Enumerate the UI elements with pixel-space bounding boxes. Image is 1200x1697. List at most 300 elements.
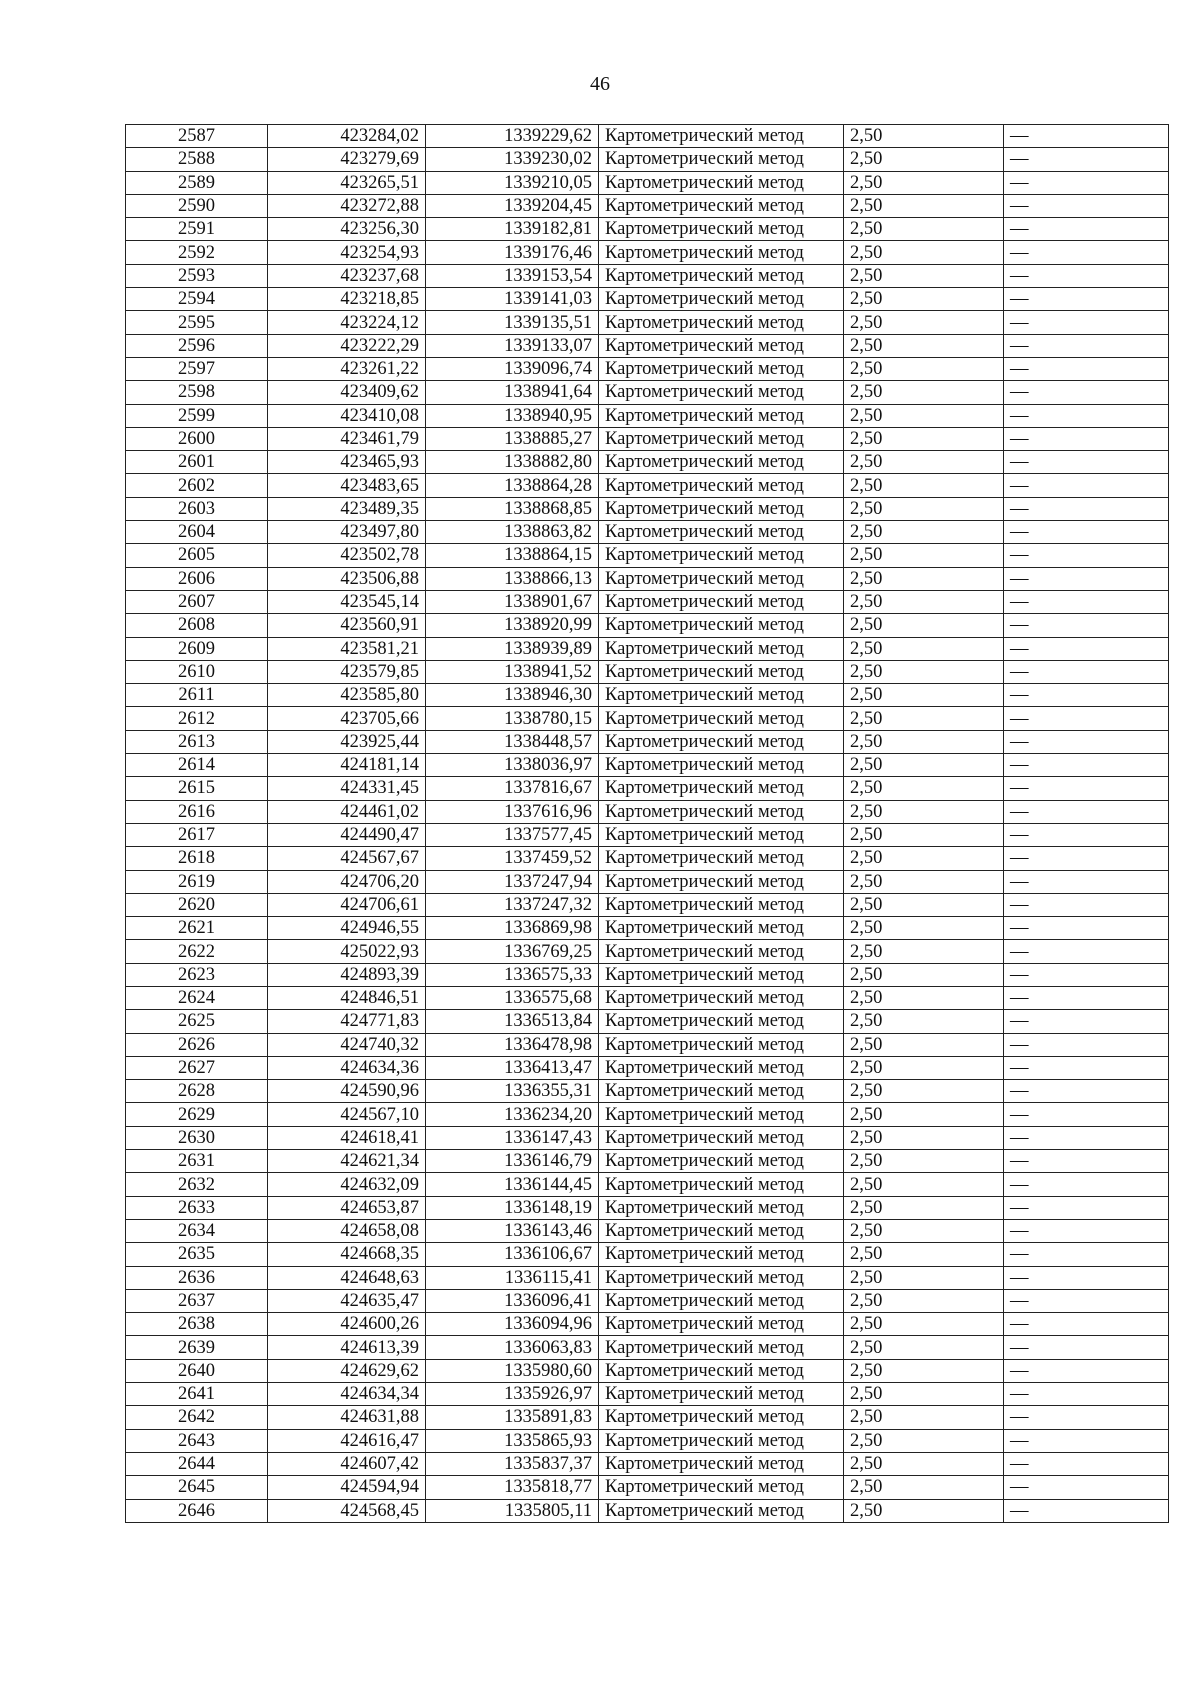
- table-row: [126, 194, 1169, 217]
- y-coordinate-cell: 1339153,54: [426, 264, 599, 287]
- method-cell: Картометрический метод: [599, 241, 844, 264]
- y-coordinate-cell: 1338946,30: [426, 684, 599, 707]
- y-coordinate-cell: 1338863,82: [426, 521, 599, 544]
- note-cell: —: [1004, 357, 1169, 380]
- table-row: [126, 1080, 1169, 1103]
- accuracy-cell: 2,50: [844, 847, 1004, 870]
- y-coordinate-cell: 1338941,64: [426, 381, 599, 404]
- y-coordinate-cell: 1336147,43: [426, 1126, 599, 1149]
- point-number-cell: 2594: [126, 288, 268, 311]
- method-cell: Картометрический метод: [599, 730, 844, 753]
- point-number-cell: 2622: [126, 940, 268, 963]
- y-coordinate-cell: 1339230,02: [426, 148, 599, 171]
- accuracy-cell: 2,50: [844, 1289, 1004, 1312]
- y-coordinate-cell: 1337247,94: [426, 870, 599, 893]
- note-cell: —: [1004, 754, 1169, 777]
- method-cell: Картометрический метод: [599, 311, 844, 334]
- table-row: [126, 311, 1169, 334]
- accuracy-cell: 2,50: [844, 660, 1004, 683]
- table-row: [126, 590, 1169, 613]
- x-coordinate-cell: 424632,09: [268, 1173, 426, 1196]
- table-row: [126, 474, 1169, 497]
- accuracy-cell: 2,50: [844, 218, 1004, 241]
- accuracy-cell: 2,50: [844, 1336, 1004, 1359]
- y-coordinate-cell: 1335980,60: [426, 1359, 599, 1382]
- point-number-cell: 2627: [126, 1056, 268, 1079]
- y-coordinate-cell: 1336575,33: [426, 963, 599, 986]
- note-cell: —: [1004, 334, 1169, 357]
- y-coordinate-cell: 1336234,20: [426, 1103, 599, 1126]
- x-coordinate-cell: 423265,51: [268, 171, 426, 194]
- note-cell: —: [1004, 1476, 1169, 1499]
- coordinates-table: [125, 124, 1169, 1523]
- note-cell: —: [1004, 125, 1169, 148]
- y-coordinate-cell: 1335891,83: [426, 1406, 599, 1429]
- x-coordinate-cell: 423256,30: [268, 218, 426, 241]
- point-number-cell: 2636: [126, 1266, 268, 1289]
- table-row: [126, 847, 1169, 870]
- table-row: [126, 1476, 1169, 1499]
- y-coordinate-cell: 1337816,67: [426, 777, 599, 800]
- accuracy-cell: 2,50: [844, 451, 1004, 474]
- accuracy-cell: 2,50: [844, 940, 1004, 963]
- method-cell: Картометрический метод: [599, 917, 844, 940]
- table-row: [126, 451, 1169, 474]
- y-coordinate-cell: 1336513,84: [426, 1010, 599, 1033]
- method-cell: Картометрический метод: [599, 1313, 844, 1336]
- note-cell: —: [1004, 1243, 1169, 1266]
- x-coordinate-cell: 424846,51: [268, 986, 426, 1009]
- table-row: [126, 707, 1169, 730]
- note-cell: —: [1004, 1429, 1169, 1452]
- x-coordinate-cell: 424893,39: [268, 963, 426, 986]
- x-coordinate-cell: 424607,42: [268, 1452, 426, 1475]
- note-cell: —: [1004, 194, 1169, 217]
- table-row: [126, 1429, 1169, 1452]
- point-number-cell: 2637: [126, 1289, 268, 1312]
- point-number-cell: 2640: [126, 1359, 268, 1382]
- method-cell: Картометрический метод: [599, 264, 844, 287]
- x-coordinate-cell: 424567,67: [268, 847, 426, 870]
- y-coordinate-cell: 1336106,67: [426, 1243, 599, 1266]
- x-coordinate-cell: 424771,83: [268, 1010, 426, 1033]
- point-number-cell: 2600: [126, 427, 268, 450]
- table-row: [126, 521, 1169, 544]
- y-coordinate-cell: 1338868,85: [426, 497, 599, 520]
- accuracy-cell: 2,50: [844, 986, 1004, 1009]
- note-cell: —: [1004, 1150, 1169, 1173]
- table-row: [126, 614, 1169, 637]
- note-cell: —: [1004, 800, 1169, 823]
- point-number-cell: 2609: [126, 637, 268, 660]
- y-coordinate-cell: 1338864,28: [426, 474, 599, 497]
- x-coordinate-cell: 424568,45: [268, 1499, 426, 1522]
- table-row: [126, 567, 1169, 590]
- y-coordinate-cell: 1339133,07: [426, 334, 599, 357]
- table-row: [126, 1383, 1169, 1406]
- table-row: [126, 125, 1169, 148]
- accuracy-cell: 2,50: [844, 777, 1004, 800]
- accuracy-cell: 2,50: [844, 567, 1004, 590]
- note-cell: —: [1004, 451, 1169, 474]
- point-number-cell: 2595: [126, 311, 268, 334]
- accuracy-cell: 2,50: [844, 1080, 1004, 1103]
- y-coordinate-cell: 1338885,27: [426, 427, 599, 450]
- note-cell: —: [1004, 521, 1169, 544]
- accuracy-cell: 2,50: [844, 1383, 1004, 1406]
- x-coordinate-cell: 424621,34: [268, 1150, 426, 1173]
- y-coordinate-cell: 1335818,77: [426, 1476, 599, 1499]
- note-cell: —: [1004, 684, 1169, 707]
- method-cell: Картометрический метод: [599, 1336, 844, 1359]
- accuracy-cell: 2,50: [844, 264, 1004, 287]
- table-row: [126, 730, 1169, 753]
- note-cell: —: [1004, 497, 1169, 520]
- accuracy-cell: 2,50: [844, 125, 1004, 148]
- note-cell: —: [1004, 567, 1169, 590]
- note-cell: —: [1004, 1219, 1169, 1242]
- x-coordinate-cell: 423925,44: [268, 730, 426, 753]
- table-row: [126, 893, 1169, 916]
- note-cell: —: [1004, 777, 1169, 800]
- x-coordinate-cell: 423222,29: [268, 334, 426, 357]
- method-cell: Картометрический метод: [599, 1289, 844, 1312]
- note-cell: —: [1004, 1033, 1169, 1056]
- note-cell: —: [1004, 963, 1169, 986]
- y-coordinate-cell: 1338920,99: [426, 614, 599, 637]
- x-coordinate-cell: 423461,79: [268, 427, 426, 450]
- y-coordinate-cell: 1335837,37: [426, 1452, 599, 1475]
- note-cell: —: [1004, 311, 1169, 334]
- note-cell: —: [1004, 1499, 1169, 1522]
- note-cell: —: [1004, 1452, 1169, 1475]
- y-coordinate-cell: 1339135,51: [426, 311, 599, 334]
- accuracy-cell: 2,50: [844, 1266, 1004, 1289]
- method-cell: Картометрический метод: [599, 660, 844, 683]
- point-number-cell: 2611: [126, 684, 268, 707]
- y-coordinate-cell: 1339210,05: [426, 171, 599, 194]
- point-number-cell: 2596: [126, 334, 268, 357]
- method-cell: Картометрический метод: [599, 334, 844, 357]
- y-coordinate-cell: 1336063,83: [426, 1336, 599, 1359]
- accuracy-cell: 2,50: [844, 590, 1004, 613]
- method-cell: Картометрический метод: [599, 1126, 844, 1149]
- y-coordinate-cell: 1339229,62: [426, 125, 599, 148]
- accuracy-cell: 2,50: [844, 707, 1004, 730]
- x-coordinate-cell: 424706,61: [268, 893, 426, 916]
- method-cell: Картометрический метод: [599, 940, 844, 963]
- method-cell: Картометрический метод: [599, 1499, 844, 1522]
- note-cell: —: [1004, 427, 1169, 450]
- x-coordinate-cell: 424635,47: [268, 1289, 426, 1312]
- x-coordinate-cell: 424618,41: [268, 1126, 426, 1149]
- x-coordinate-cell: 424490,47: [268, 823, 426, 846]
- point-number-cell: 2614: [126, 754, 268, 777]
- y-coordinate-cell: 1336144,45: [426, 1173, 599, 1196]
- x-coordinate-cell: 423218,85: [268, 288, 426, 311]
- point-number-cell: 2646: [126, 1499, 268, 1522]
- point-number-cell: 2615: [126, 777, 268, 800]
- x-coordinate-cell: 424629,62: [268, 1359, 426, 1382]
- method-cell: Картометрический метод: [599, 1056, 844, 1079]
- y-coordinate-cell: 1336575,68: [426, 986, 599, 1009]
- page-number: 46: [590, 73, 610, 95]
- point-number-cell: 2633: [126, 1196, 268, 1219]
- note-cell: —: [1004, 870, 1169, 893]
- point-number-cell: 2623: [126, 963, 268, 986]
- method-cell: Картометрический метод: [599, 1033, 844, 1056]
- point-number-cell: 2598: [126, 381, 268, 404]
- note-cell: —: [1004, 1383, 1169, 1406]
- method-cell: Картометрический метод: [599, 474, 844, 497]
- x-coordinate-cell: 423545,14: [268, 590, 426, 613]
- note-cell: —: [1004, 544, 1169, 567]
- note-cell: —: [1004, 847, 1169, 870]
- accuracy-cell: 2,50: [844, 893, 1004, 916]
- point-number-cell: 2624: [126, 986, 268, 1009]
- accuracy-cell: 2,50: [844, 1359, 1004, 1382]
- table-row: [126, 1266, 1169, 1289]
- method-cell: Картометрический метод: [599, 404, 844, 427]
- y-coordinate-cell: 1336146,79: [426, 1150, 599, 1173]
- method-cell: Картометрический метод: [599, 986, 844, 1009]
- point-number-cell: 2607: [126, 590, 268, 613]
- note-cell: —: [1004, 707, 1169, 730]
- x-coordinate-cell: 424634,34: [268, 1383, 426, 1406]
- accuracy-cell: 2,50: [844, 1313, 1004, 1336]
- method-cell: Картометрический метод: [599, 194, 844, 217]
- x-coordinate-cell: 424653,87: [268, 1196, 426, 1219]
- y-coordinate-cell: 1339141,03: [426, 288, 599, 311]
- x-coordinate-cell: 423261,22: [268, 357, 426, 380]
- x-coordinate-cell: 423581,21: [268, 637, 426, 660]
- table-row: [126, 1150, 1169, 1173]
- point-number-cell: 2630: [126, 1126, 268, 1149]
- point-number-cell: 2613: [126, 730, 268, 753]
- y-coordinate-cell: 1335805,11: [426, 1499, 599, 1522]
- note-cell: —: [1004, 614, 1169, 637]
- table-row: [126, 497, 1169, 520]
- table-row: [126, 963, 1169, 986]
- accuracy-cell: 2,50: [844, 1452, 1004, 1475]
- note-cell: —: [1004, 218, 1169, 241]
- table-row: [126, 1243, 1169, 1266]
- accuracy-cell: 2,50: [844, 1499, 1004, 1522]
- table-row: [126, 637, 1169, 660]
- accuracy-cell: 2,50: [844, 917, 1004, 940]
- accuracy-cell: 2,50: [844, 1243, 1004, 1266]
- x-coordinate-cell: 423224,12: [268, 311, 426, 334]
- y-coordinate-cell: 1335926,97: [426, 1383, 599, 1406]
- table-row: [126, 940, 1169, 963]
- x-coordinate-cell: 424461,02: [268, 800, 426, 823]
- accuracy-cell: 2,50: [844, 800, 1004, 823]
- method-cell: Картометрический метод: [599, 754, 844, 777]
- point-number-cell: 2605: [126, 544, 268, 567]
- note-cell: —: [1004, 1126, 1169, 1149]
- method-cell: Картометрический метод: [599, 847, 844, 870]
- accuracy-cell: 2,50: [844, 1150, 1004, 1173]
- note-cell: —: [1004, 264, 1169, 287]
- x-coordinate-cell: 423272,88: [268, 194, 426, 217]
- table-row: [126, 171, 1169, 194]
- point-number-cell: 2601: [126, 451, 268, 474]
- x-coordinate-cell: 423560,91: [268, 614, 426, 637]
- note-cell: —: [1004, 986, 1169, 1009]
- x-coordinate-cell: 424600,26: [268, 1313, 426, 1336]
- x-coordinate-cell: 424946,55: [268, 917, 426, 940]
- note-cell: —: [1004, 1010, 1169, 1033]
- point-number-cell: 2645: [126, 1476, 268, 1499]
- table-row: [126, 660, 1169, 683]
- point-number-cell: 2621: [126, 917, 268, 940]
- accuracy-cell: 2,50: [844, 497, 1004, 520]
- point-number-cell: 2616: [126, 800, 268, 823]
- table-row: [126, 1126, 1169, 1149]
- method-cell: Картометрический метод: [599, 148, 844, 171]
- note-cell: —: [1004, 241, 1169, 264]
- x-coordinate-cell: 424590,96: [268, 1080, 426, 1103]
- y-coordinate-cell: 1336478,98: [426, 1033, 599, 1056]
- accuracy-cell: 2,50: [844, 1196, 1004, 1219]
- note-cell: —: [1004, 917, 1169, 940]
- accuracy-cell: 2,50: [844, 357, 1004, 380]
- method-cell: Картометрический метод: [599, 521, 844, 544]
- method-cell: Картометрический метод: [599, 1080, 844, 1103]
- method-cell: Картометрический метод: [599, 1010, 844, 1033]
- note-cell: —: [1004, 474, 1169, 497]
- point-number-cell: 2592: [126, 241, 268, 264]
- note-cell: —: [1004, 1103, 1169, 1126]
- table-row: [126, 754, 1169, 777]
- x-coordinate-cell: 423254,93: [268, 241, 426, 264]
- table-row: [126, 1103, 1169, 1126]
- x-coordinate-cell: 424740,32: [268, 1033, 426, 1056]
- x-coordinate-cell: 423483,65: [268, 474, 426, 497]
- accuracy-cell: 2,50: [844, 427, 1004, 450]
- point-number-cell: 2593: [126, 264, 268, 287]
- point-number-cell: 2620: [126, 893, 268, 916]
- point-number-cell: 2629: [126, 1103, 268, 1126]
- table-row: [126, 381, 1169, 404]
- table-row: [126, 1219, 1169, 1242]
- point-number-cell: 2638: [126, 1313, 268, 1336]
- method-cell: Картометрический метод: [599, 1196, 844, 1219]
- point-number-cell: 2604: [126, 521, 268, 544]
- accuracy-cell: 2,50: [844, 381, 1004, 404]
- point-number-cell: 2606: [126, 567, 268, 590]
- method-cell: Картометрический метод: [599, 1359, 844, 1382]
- y-coordinate-cell: 1338901,67: [426, 590, 599, 613]
- x-coordinate-cell: 423410,08: [268, 404, 426, 427]
- point-number-cell: 2612: [126, 707, 268, 730]
- table-row: [126, 800, 1169, 823]
- point-number-cell: 2619: [126, 870, 268, 893]
- accuracy-cell: 2,50: [844, 1126, 1004, 1149]
- y-coordinate-cell: 1336096,41: [426, 1289, 599, 1312]
- point-number-cell: 2642: [126, 1406, 268, 1429]
- accuracy-cell: 2,50: [844, 1056, 1004, 1079]
- method-cell: Картометрический метод: [599, 590, 844, 613]
- y-coordinate-cell: 1336115,41: [426, 1266, 599, 1289]
- note-cell: —: [1004, 1266, 1169, 1289]
- accuracy-cell: 2,50: [844, 1476, 1004, 1499]
- table-row: [126, 1173, 1169, 1196]
- point-number-cell: 2632: [126, 1173, 268, 1196]
- table-row: [126, 1196, 1169, 1219]
- table-row: [126, 1336, 1169, 1359]
- table-row: [126, 986, 1169, 1009]
- note-cell: —: [1004, 404, 1169, 427]
- y-coordinate-cell: 1336769,25: [426, 940, 599, 963]
- point-number-cell: 2587: [126, 125, 268, 148]
- y-coordinate-cell: 1338780,15: [426, 707, 599, 730]
- x-coordinate-cell: 423502,78: [268, 544, 426, 567]
- method-cell: Картометрический метод: [599, 707, 844, 730]
- y-coordinate-cell: 1339176,46: [426, 241, 599, 264]
- note-cell: —: [1004, 590, 1169, 613]
- note-cell: —: [1004, 1406, 1169, 1429]
- accuracy-cell: 2,50: [844, 521, 1004, 544]
- table-row: [126, 917, 1169, 940]
- point-number-cell: 2643: [126, 1429, 268, 1452]
- accuracy-cell: 2,50: [844, 544, 1004, 567]
- y-coordinate-cell: 1335865,93: [426, 1429, 599, 1452]
- x-coordinate-cell: 424634,36: [268, 1056, 426, 1079]
- x-coordinate-cell: 423506,88: [268, 567, 426, 590]
- point-number-cell: 2588: [126, 148, 268, 171]
- method-cell: Картометрический метод: [599, 893, 844, 916]
- table-row: [126, 1033, 1169, 1056]
- method-cell: Картометрический метод: [599, 544, 844, 567]
- table-row: [126, 777, 1169, 800]
- y-coordinate-cell: 1338941,52: [426, 660, 599, 683]
- y-coordinate-cell: 1337616,96: [426, 800, 599, 823]
- note-cell: —: [1004, 823, 1169, 846]
- point-number-cell: 2631: [126, 1150, 268, 1173]
- x-coordinate-cell: 424706,20: [268, 870, 426, 893]
- x-coordinate-cell: 424658,08: [268, 1219, 426, 1242]
- x-coordinate-cell: 423284,02: [268, 125, 426, 148]
- method-cell: Картометрический метод: [599, 171, 844, 194]
- method-cell: Картометрический метод: [599, 800, 844, 823]
- accuracy-cell: 2,50: [844, 614, 1004, 637]
- method-cell: Картометрический метод: [599, 1406, 844, 1429]
- note-cell: —: [1004, 1359, 1169, 1382]
- point-number-cell: 2626: [126, 1033, 268, 1056]
- table-row: [126, 1499, 1169, 1522]
- method-cell: Картометрический метод: [599, 1173, 844, 1196]
- x-coordinate-cell: 423585,80: [268, 684, 426, 707]
- note-cell: —: [1004, 381, 1169, 404]
- x-coordinate-cell: 424616,47: [268, 1429, 426, 1452]
- method-cell: Картометрический метод: [599, 451, 844, 474]
- method-cell: Картометрический метод: [599, 1476, 844, 1499]
- x-coordinate-cell: 424181,14: [268, 754, 426, 777]
- method-cell: Картометрический метод: [599, 870, 844, 893]
- point-number-cell: 2628: [126, 1080, 268, 1103]
- table-row: [126, 1289, 1169, 1312]
- table-row: [126, 684, 1169, 707]
- point-number-cell: 2597: [126, 357, 268, 380]
- table-row: [126, 544, 1169, 567]
- y-coordinate-cell: 1336869,98: [426, 917, 599, 940]
- accuracy-cell: 2,50: [844, 288, 1004, 311]
- y-coordinate-cell: 1337459,52: [426, 847, 599, 870]
- accuracy-cell: 2,50: [844, 823, 1004, 846]
- x-coordinate-cell: 424567,10: [268, 1103, 426, 1126]
- x-coordinate-cell: 424331,45: [268, 777, 426, 800]
